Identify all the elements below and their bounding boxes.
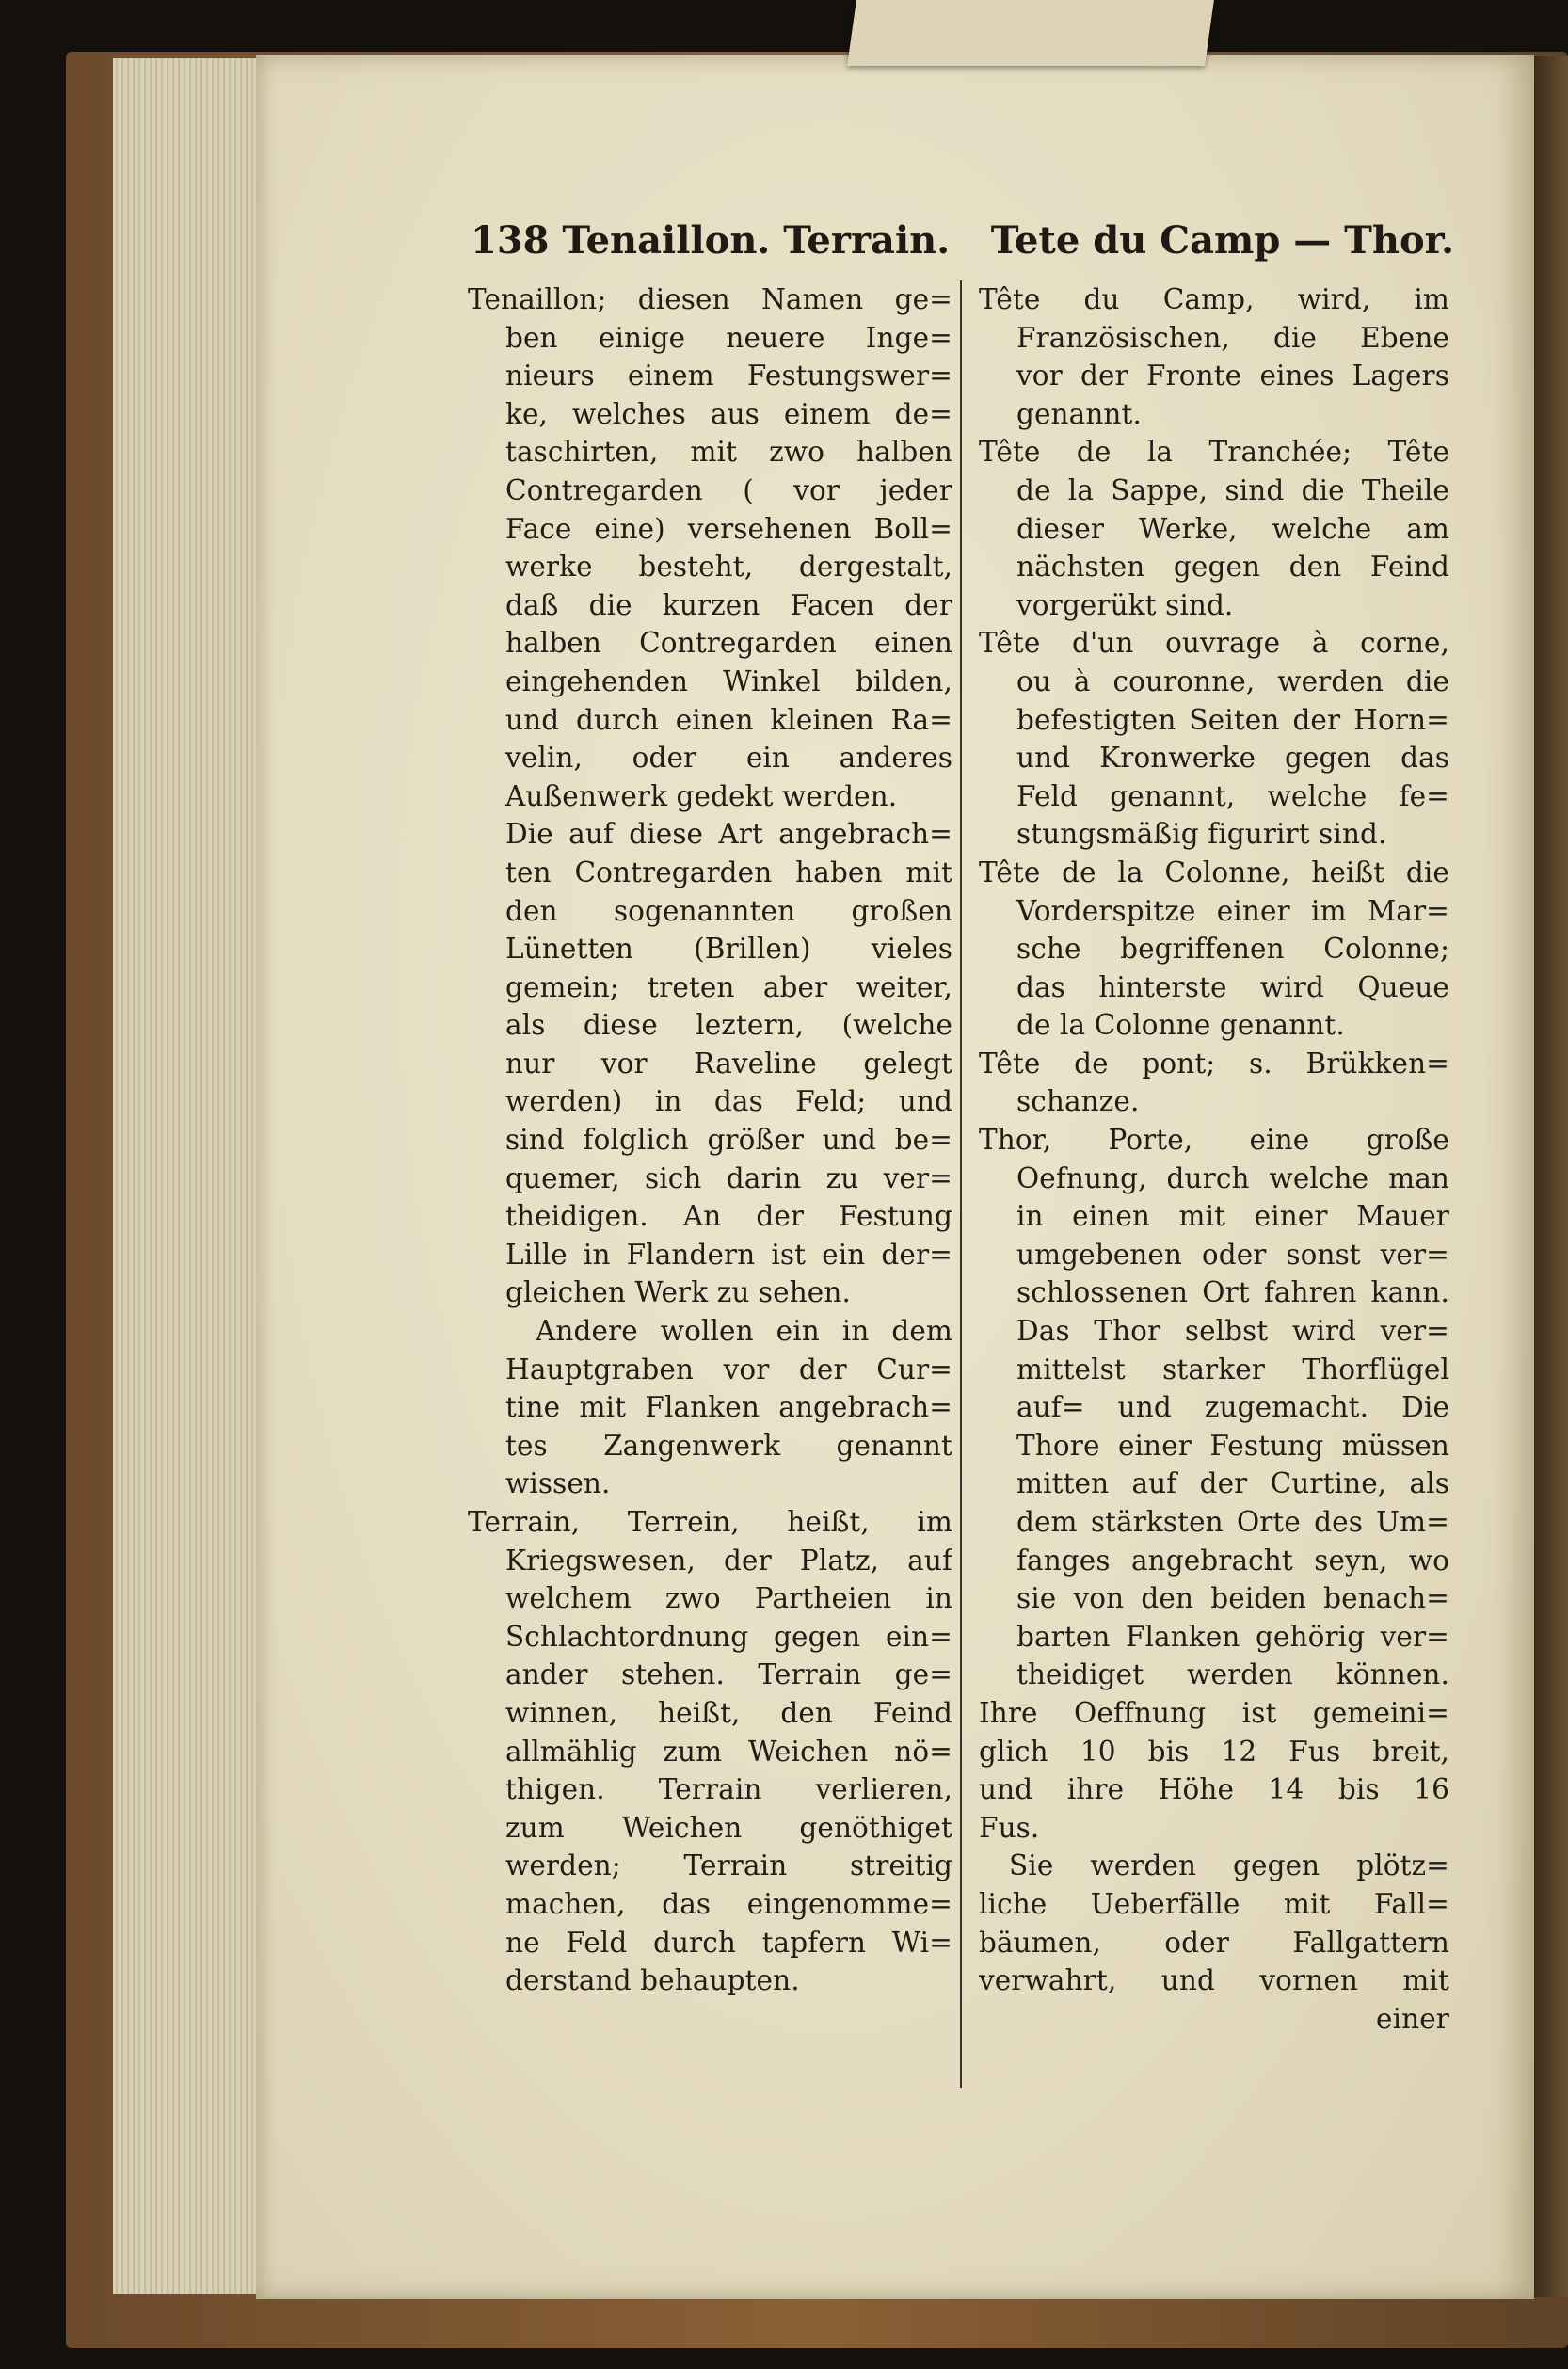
text-line: sie von den beiden benach= <box>1016 1582 1449 1615</box>
text-line: Französischen, die Ebene <box>1016 321 1449 354</box>
text-line: Tête d'un ouvrage à corne, <box>979 627 1449 660</box>
text-line: befestigten Seiten der Horn= <box>1016 703 1449 736</box>
text-line: Terrain, Terrein, heißt, im <box>468 1506 952 1538</box>
text-line: daß die kurzen Facen der <box>505 588 952 621</box>
text-line: gleichen Werk zu sehen. <box>505 1276 851 1309</box>
text-line: fanges angebracht seyn, wo <box>1016 1544 1449 1577</box>
text-line: mitten auf der Curtine, als <box>1016 1467 1449 1500</box>
text-line: Contregarden ( vor jeder <box>505 473 952 506</box>
text-line: den sogenannten großen <box>505 894 952 927</box>
text-line: ander stehen. Terrain ge= <box>505 1658 952 1691</box>
text-line: und ihre Höhe 14 bis 16 <box>979 1773 1449 1806</box>
text-line: zum Weichen genöthiget <box>505 1811 952 1844</box>
text-line: Vorderspitze einer im Mar= <box>1016 894 1449 927</box>
text-line: Tête de la Tranchée; Tête <box>979 436 1449 469</box>
text-line: Tête de pont; s. Brükken= <box>979 1047 1449 1080</box>
text-line: einer <box>1376 2002 1449 2035</box>
text-line: wissen. <box>505 1467 611 1500</box>
text-line: Sie werden gegen plötz= <box>1009 1849 1449 1882</box>
text-line: vorgerükt sind. <box>1016 588 1234 621</box>
text-line: ou à couronne, werden die <box>1016 664 1449 697</box>
text-line: glich 10 bis 12 Fus breit, <box>979 1735 1449 1768</box>
text-line: quemer, sich darin zu ver= <box>505 1161 952 1194</box>
header-left: 138 Tenaillon. Terrain. <box>471 218 951 263</box>
text-line: tine mit Flanken angebrach= <box>505 1391 952 1424</box>
text-line: werke besteht, dergestalt, <box>505 551 952 584</box>
text-line: verwahrt, und vornen mit <box>979 1964 1449 1997</box>
text-line: Fus. <box>979 1811 1040 1844</box>
text-line: nur vor Raveline gelegt <box>505 1047 952 1080</box>
text-line: mittelst starker Thorflügel <box>1016 1353 1449 1385</box>
text-line: Außenwerk gedekt werden. <box>505 779 898 812</box>
text-line: tes Zangenwerk genannt <box>505 1429 952 1462</box>
header-right: Tete du Camp — Thor. <box>990 218 1454 263</box>
text-line: auf= und zugemacht. Die <box>1016 1391 1449 1424</box>
text-line: theidiget werden können. <box>1016 1658 1449 1691</box>
text-line: ten Contregarden haben mit <box>505 856 952 888</box>
text-line: sind folglich größer und be= <box>505 1124 952 1157</box>
text-line: Andere wollen ein in dem <box>536 1315 952 1348</box>
text-line: ke, welches aus einem de= <box>505 397 952 430</box>
text-line: eingehenden Winkel bilden, <box>505 664 952 697</box>
text-line: werden) in das Feld; und <box>505 1085 952 1118</box>
text-line: de la Colonne genannt. <box>1016 1009 1345 1042</box>
text-line: theidigen. An der Festung <box>505 1200 952 1233</box>
text-line: Tenaillon; diesen Namen ge= <box>468 283 952 315</box>
text-line: derstand behaupten. <box>505 1964 800 1997</box>
text-line: allmählig zum Weichen nö= <box>505 1735 952 1768</box>
text-line: welchem zwo Partheien in <box>505 1582 952 1615</box>
text-line: und Kronwerke gegen das <box>1016 742 1449 775</box>
text-line: Ihre Oeffnung ist gemeini= <box>979 1696 1449 1729</box>
paper-tab <box>847 0 1214 66</box>
text-line: Thore einer Festung müssen <box>1016 1429 1449 1462</box>
text-line: Face eine) versehenen Boll= <box>505 512 952 545</box>
text-line: Oefnung, durch welche man <box>1016 1161 1449 1194</box>
text-line: liche Ueberfälle mit Fall= <box>979 1887 1449 1920</box>
text-line: ben einige neuere Inge= <box>505 321 952 354</box>
text-line: dieser Werke, welche am <box>1016 512 1449 545</box>
text-line: thigen. Terrain verlieren, <box>505 1773 952 1806</box>
text-line: Lünetten (Brillen) vieles <box>505 933 952 966</box>
text-line: und durch einen kleinen Ra= <box>505 703 952 736</box>
text-line: als diese leztern, (welche <box>505 1009 952 1042</box>
text-line: barten Flanken gehörig ver= <box>1016 1620 1449 1653</box>
text-line: nächsten gegen den Feind <box>1016 551 1449 584</box>
text-line: ne Feld durch tapfern Wi= <box>505 1926 952 1959</box>
column-divider <box>960 280 962 2088</box>
facing-page-edge <box>1534 56 1568 2297</box>
text-line: Tête de la Colonne, heißt die <box>979 856 1449 888</box>
text-line: Das Thor selbst wird ver= <box>1016 1315 1449 1348</box>
text-line: gemein; treten aber weiter, <box>505 970 952 1003</box>
page-stack-edge <box>113 58 265 2294</box>
text-line: Tête du Camp, wird, im <box>979 283 1449 315</box>
text-line: Kriegswesen, der Platz, auf <box>505 1544 952 1577</box>
text-line: das hinterste wird Queue <box>1016 970 1449 1003</box>
left-column <box>468 280 952 2000</box>
text-line: werden; Terrain streitig <box>505 1849 952 1882</box>
right-column <box>979 280 1449 2038</box>
text-line: winnen, heißt, den Feind <box>505 1696 952 1729</box>
text-line: in einen mit einer Mauer <box>1016 1200 1449 1233</box>
text-line: stungsmäßig figurirt sind. <box>1016 818 1387 851</box>
text-line: velin, oder ein anderes <box>505 742 952 775</box>
text-line: Lille in Flandern ist ein der= <box>505 1238 952 1271</box>
text-line: vor der Fronte eines Lagers <box>1016 360 1449 392</box>
text-line: de la Sappe, sind die Theile <box>1016 473 1449 506</box>
text-line: schlossenen Ort fahren kann. <box>1016 1276 1449 1309</box>
text-line: umgebenen oder sonst ver= <box>1016 1238 1449 1271</box>
text-line: dem stärksten Orte des Um= <box>1016 1506 1449 1538</box>
text-line: Hauptgraben vor der Cur= <box>505 1353 952 1385</box>
text-line: machen, das eingenomme= <box>505 1887 952 1920</box>
text-line: nieurs einem Festungswer= <box>505 360 952 392</box>
text-line: taschirten, mit zwo halben <box>505 436 952 469</box>
text-line: genannt. <box>1016 397 1142 430</box>
running-header <box>471 218 1454 275</box>
text-line: schanze. <box>1016 1085 1140 1118</box>
text-line: Feld genannt, welche fe= <box>1016 779 1449 812</box>
text-line: Thor, Porte, eine große <box>979 1124 1449 1157</box>
text-line: bäumen, oder Fallgattern <box>979 1926 1449 1959</box>
text-line: halben Contregarden einen <box>505 627 952 660</box>
text-line: Schlachtordnung gegen ein= <box>505 1620 952 1653</box>
text-line: sche begriffenen Colonne; <box>1016 933 1449 966</box>
text-line: Die auf diese Art angebrach= <box>505 818 952 851</box>
